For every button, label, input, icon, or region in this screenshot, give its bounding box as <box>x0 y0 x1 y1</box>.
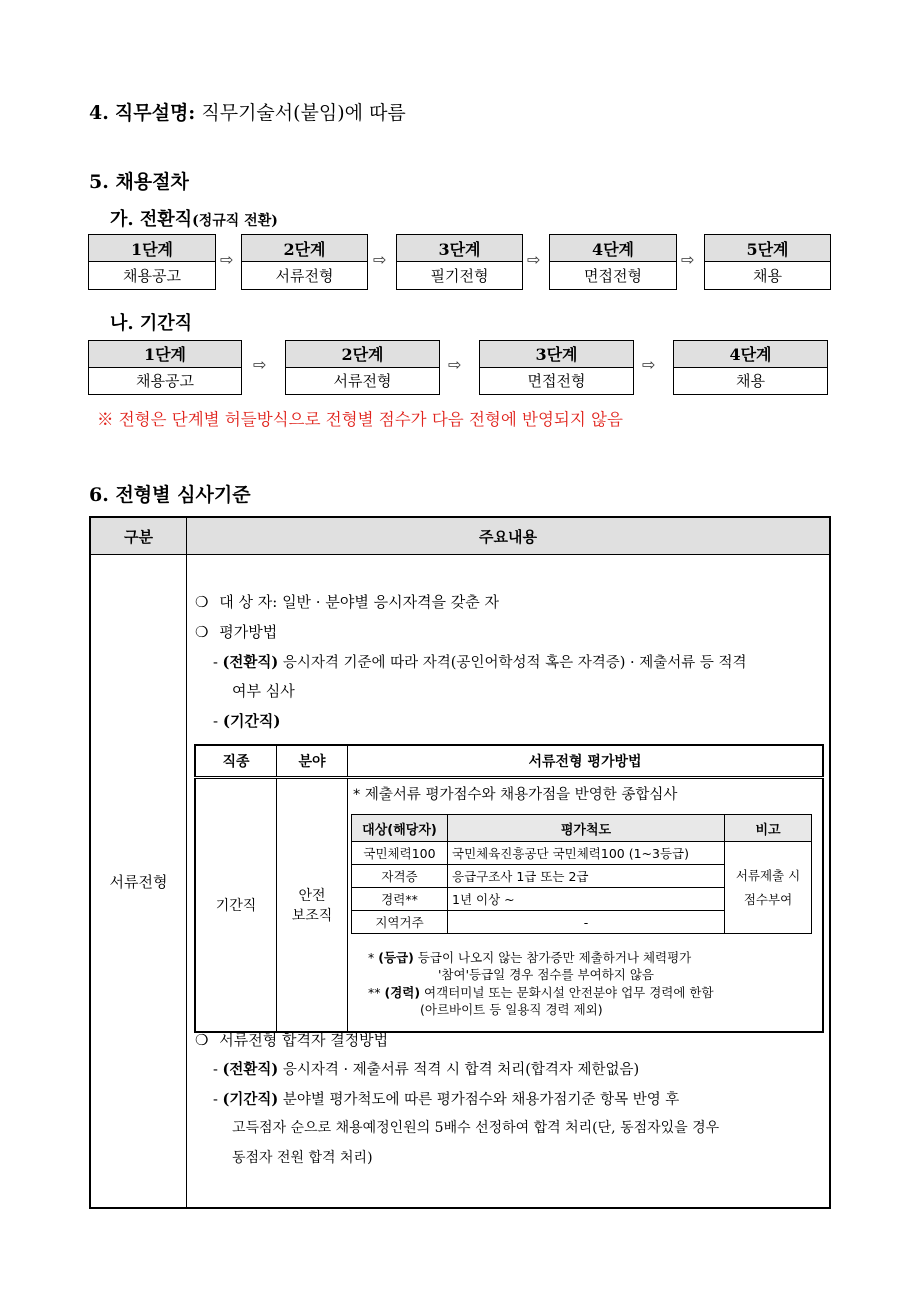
circle-bullet-icon: ❍ <box>195 593 209 611</box>
fn1-text-2: '참여'등급일 경우 점수를 부여하지 않음 <box>438 967 654 982</box>
fn2-mark: ** <box>368 985 381 1000</box>
na-heading: 나. 기간직 <box>110 313 193 334</box>
stage-step: 2단계 <box>242 235 367 262</box>
scale-value: 국민체육진흥공단 국민체력100 (1~3등급) <box>448 842 725 865</box>
col-header-content: 주요내용 <box>187 517 831 555</box>
section4-heading <box>89 98 406 125</box>
hurdle-note: ※ 전형은 단계별 허들방식으로 전형별 점수가 다음 전형에 반영되지 않음 <box>97 410 623 429</box>
scale-header-target: 대상(해당자) <box>352 815 448 842</box>
arrow-icon: ⇨ <box>220 250 234 269</box>
dec-conv-tag: (전환직) <box>222 1061 279 1078</box>
footnote-2 <box>368 983 714 1001</box>
stage-name: 채용공고 <box>136 372 194 391</box>
dash: - <box>213 1062 218 1078</box>
stage-step: 3단계 <box>397 235 522 262</box>
ga-stage-5 <box>704 234 831 290</box>
scale-header-scale: 평가척도 <box>448 815 725 842</box>
scale-value: 1년 이상 ~ <box>448 888 725 911</box>
method-text: 평가방법 <box>219 623 278 641</box>
ga-suffix: (정규직 전환) <box>192 213 278 229</box>
circle-bullet-icon: ❍ <box>195 1031 209 1049</box>
scale-note-1: 서류제출 시 <box>735 867 801 883</box>
job-cell: 기간직 <box>195 778 277 1033</box>
stage-step: 1단계 <box>89 341 241 368</box>
method-line <box>195 621 277 642</box>
stage-name: 면접전형 <box>527 372 586 391</box>
na-stage-1 <box>88 340 242 395</box>
field-cell <box>277 778 348 1033</box>
fn1-text: 등급이 나오지 않는 참가증만 제출하거나 체력평가 <box>417 950 692 965</box>
inner-header-field: 분야 <box>277 745 348 778</box>
stage-step: 2단계 <box>286 341 439 368</box>
ga-stage-4 <box>549 234 677 290</box>
section4-text: 직무기술서(붙임)에 따름 <box>201 102 406 124</box>
stage-name: 채용 <box>736 372 765 391</box>
arrow-icon: ⇨ <box>527 250 541 269</box>
ga-stage-1 <box>88 234 216 290</box>
dec-term-tag: (기간직) <box>222 1091 279 1108</box>
conv-text: 응시자격 기준에 따라 자격(공인어학성적 혹은 자격증) · 제출서류 등 적격 <box>282 655 747 671</box>
scale-target: 자격증 <box>352 865 448 888</box>
dash: - <box>213 655 218 671</box>
section4-title: 직무설명: <box>114 102 196 124</box>
scale-target: 지역거주 <box>352 911 448 934</box>
fn1-mark: * <box>368 950 375 965</box>
footnote-1 <box>368 948 691 966</box>
stage-name: 필기전형 <box>430 267 489 285</box>
col-header-category: 구분 <box>90 517 187 555</box>
fn2-tag: (경력) <box>384 985 421 1000</box>
ga-stage-2 <box>241 234 368 290</box>
summary-text: * 제출서류 평가점수와 채용가점을 반영한 종합심사 <box>353 787 678 803</box>
ga-label: 가. 전환직 <box>110 209 193 230</box>
arrow-icon: ⇨ <box>373 250 387 269</box>
decision-text: 서류전형 합격자 결정방법 <box>219 1031 389 1049</box>
arrow-icon: ⇨ <box>253 355 267 374</box>
na-stage-2 <box>285 340 440 395</box>
stage-step: 4단계 <box>550 235 676 262</box>
section6-title: 6. 전형별 심사기준 <box>89 484 251 506</box>
na-stage-3 <box>479 340 634 395</box>
scale-value: - <box>448 911 725 934</box>
stage-name: 채용공고 <box>123 267 181 285</box>
conv-text-2: 여부 심사 <box>232 682 295 700</box>
dec-term-text-2: 고득점자 순으로 채용예정인원의 5배수 선정하여 합격 처리(단, 동점자있을 경우 <box>232 1120 720 1136</box>
stage-name: 서류전형 <box>275 267 334 285</box>
dec-term-line <box>213 1088 679 1109</box>
arrow-icon: ⇨ <box>448 355 462 374</box>
scale-header-note: 비고 <box>725 815 812 842</box>
ga-stage-3 <box>396 234 523 290</box>
dash: - <box>213 712 219 730</box>
dec-term-text: 분야별 평가척도에 따른 평가점수와 채용가점기준 항목 반영 후 <box>282 1092 680 1108</box>
inner-header-job: 직종 <box>195 745 277 778</box>
term-line <box>213 710 281 731</box>
term-tag: (기간직) <box>222 712 281 730</box>
scale-table <box>351 814 812 934</box>
section5-title: 5. 채용절차 <box>89 171 189 193</box>
circle-bullet-icon: ❍ <box>195 623 209 641</box>
scale-target: 경력** <box>352 888 448 911</box>
field-line-2: 보조직 <box>291 908 333 924</box>
conv-line <box>213 651 746 672</box>
stage-name: 면접전형 <box>584 267 642 285</box>
scale-target: 국민체력100 <box>352 842 448 865</box>
arrow-icon: ⇨ <box>681 250 695 269</box>
section4-number: 4. <box>89 102 109 124</box>
scale-note <box>725 842 812 934</box>
stage-step: 3단계 <box>480 341 633 368</box>
row-label-document: 서류전형 <box>90 555 187 1209</box>
fn2-text-2: (아르바이트 등 일용직 경력 제외) <box>420 1002 603 1017</box>
inner-header-method: 서류전형 평가방법 <box>348 745 824 778</box>
ga-heading <box>110 205 278 231</box>
stage-name: 서류전형 <box>333 372 392 391</box>
stage-step: 5단계 <box>705 235 830 262</box>
scale-value: 응급구조사 1급 또는 2급 <box>448 865 725 888</box>
fn2-text: 여객터미널 또는 문화시설 안전분야 업무 경력에 한함 <box>424 985 714 1000</box>
fn1-tag: (등급) <box>378 950 414 965</box>
dec-conv-line <box>213 1058 639 1079</box>
scale-note-2: 점수부여 <box>743 891 793 907</box>
decision-line <box>195 1029 388 1050</box>
field-line-1: 안전 <box>298 888 326 904</box>
stage-step: 4단계 <box>674 341 827 368</box>
dec-conv-text: 응시자격 · 제출서류 적격 시 합격 처리(합격자 제한없음) <box>282 1062 640 1078</box>
target-line <box>195 591 499 612</box>
stage-name: 채용 <box>753 267 782 285</box>
stage-step: 1단계 <box>89 235 215 262</box>
na-stage-4 <box>673 340 828 395</box>
arrow-icon: ⇨ <box>642 355 656 374</box>
dash: - <box>213 1092 218 1108</box>
dec-term-text-3: 동점자 전원 합격 처리) <box>232 1150 373 1166</box>
conv-tag: (전환직) <box>222 654 279 671</box>
target-text: 대 상 자: 일반 · 분야별 응시자격을 갖춘 자 <box>219 593 500 611</box>
